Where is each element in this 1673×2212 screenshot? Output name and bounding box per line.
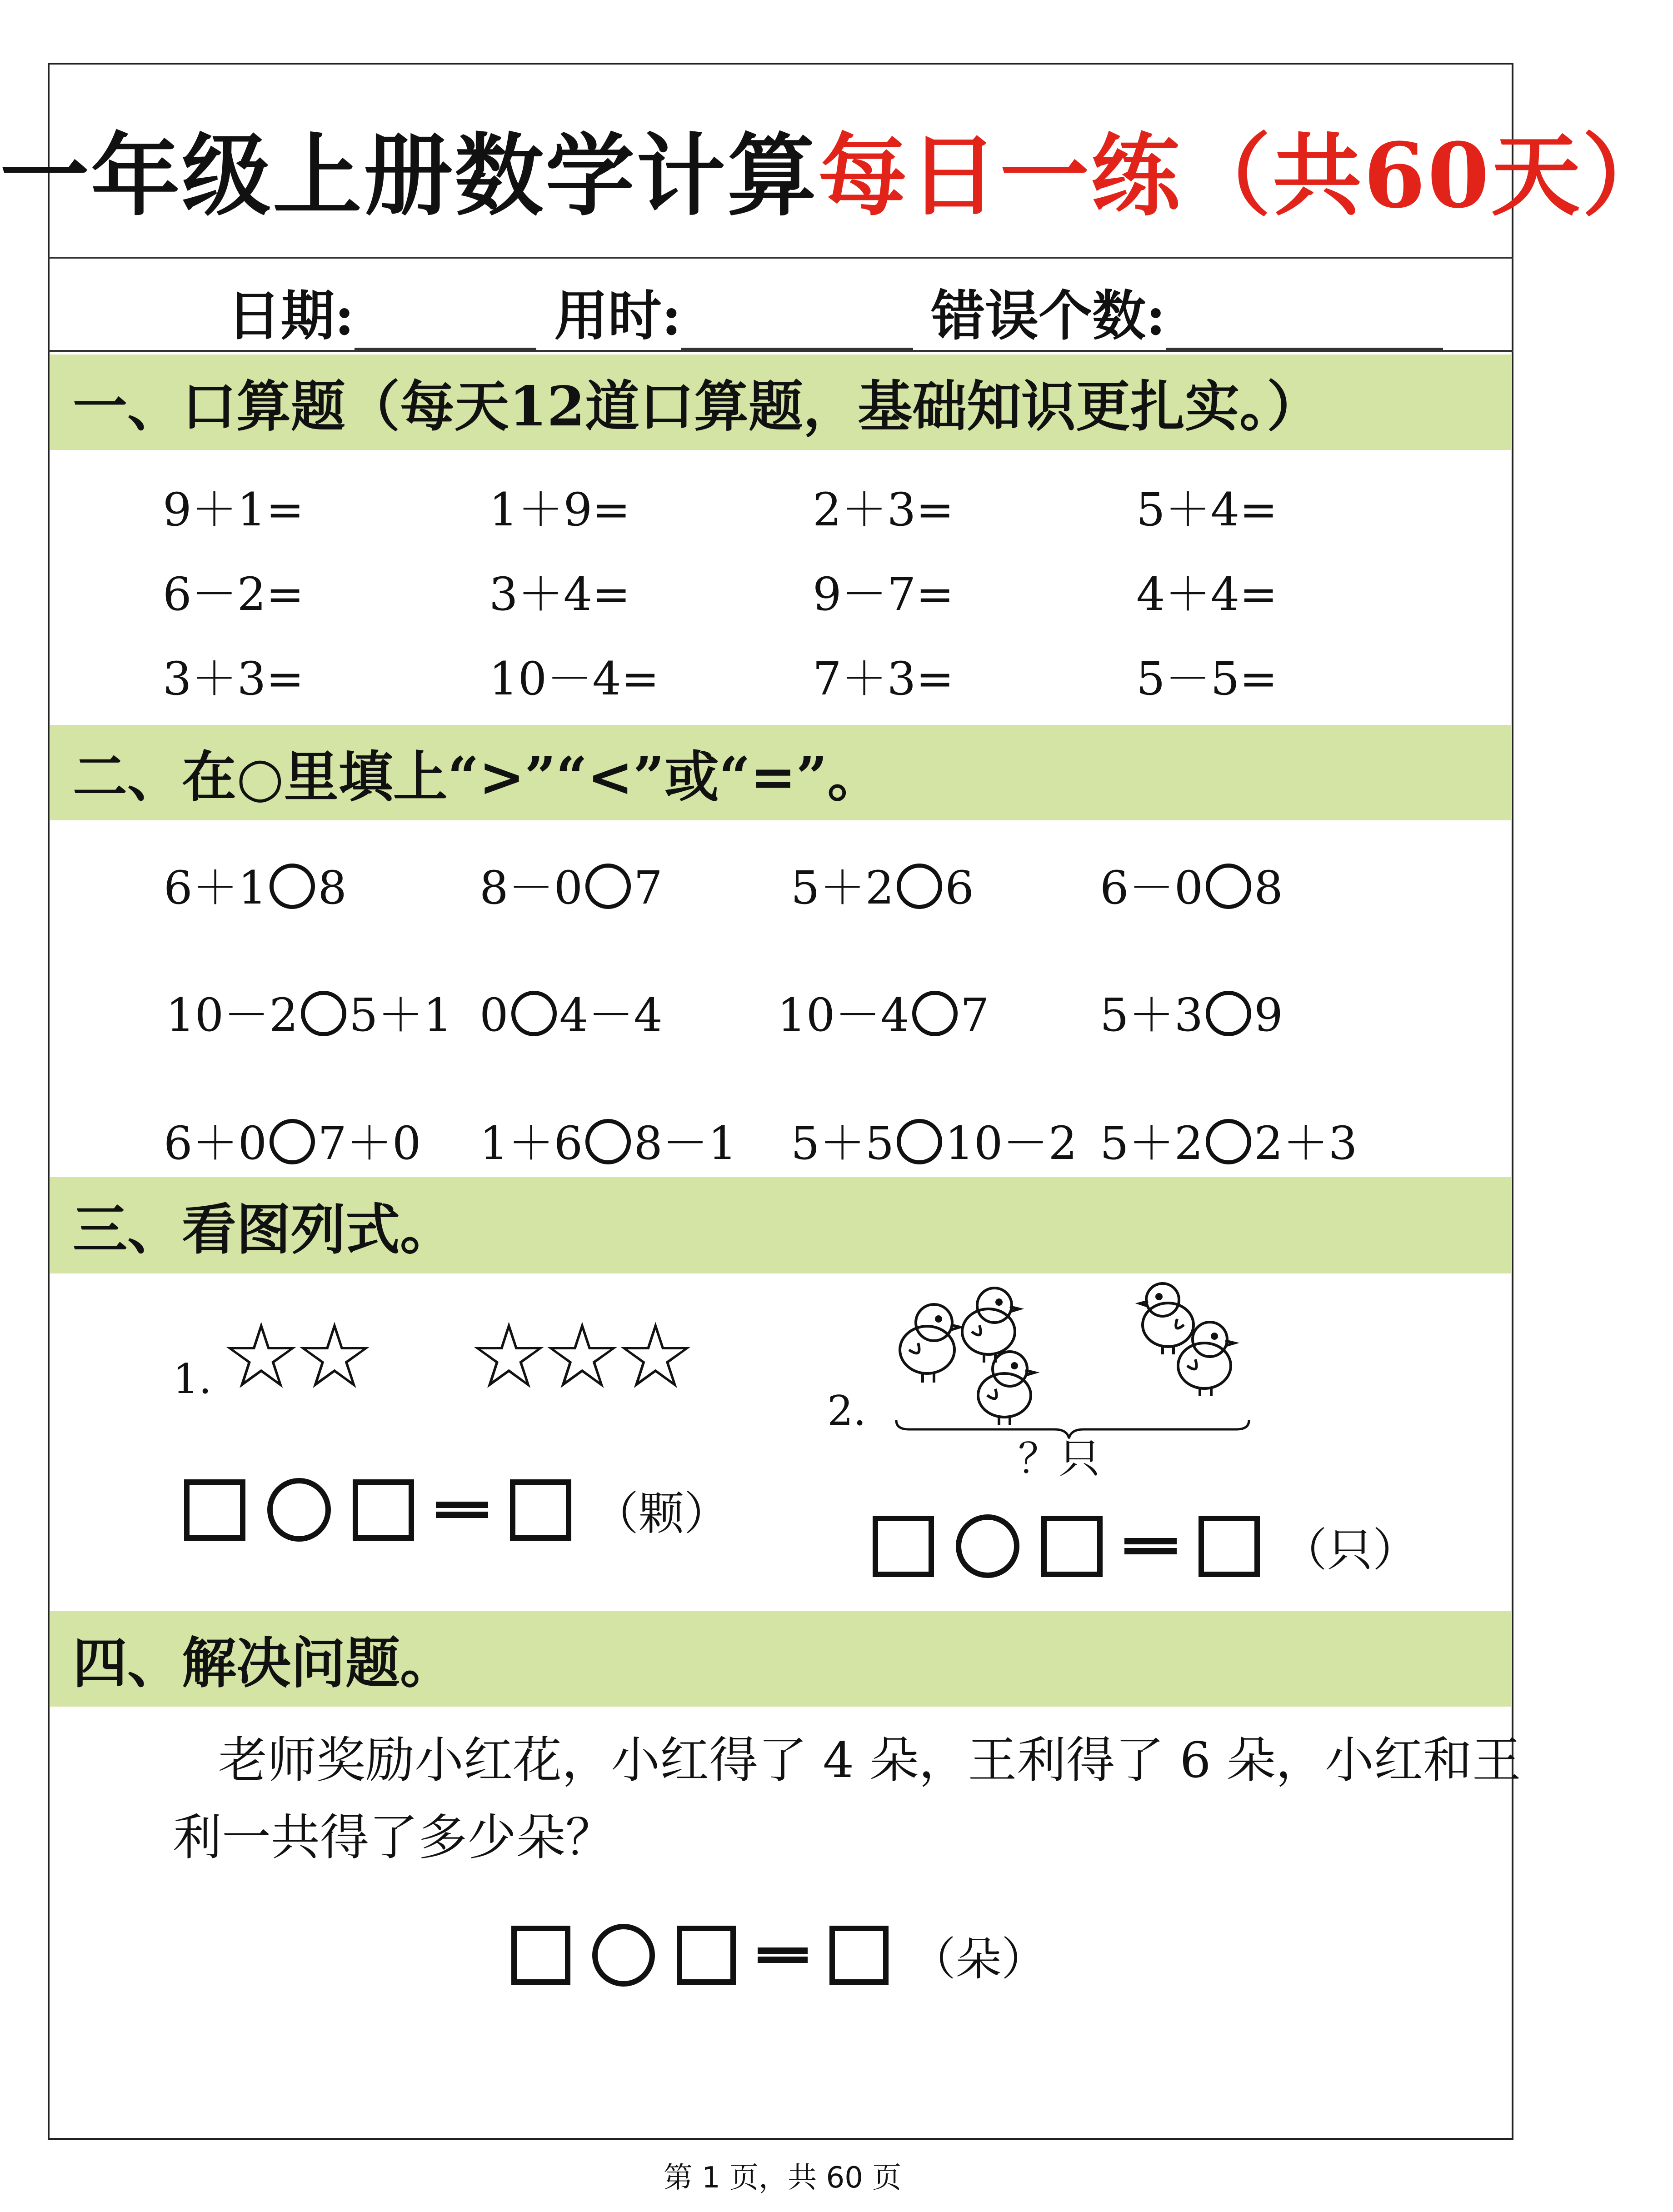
oral-problem: 3＋3= [163,652,305,705]
operator-circle[interactable] [267,1478,331,1542]
compare-item: 0 4－4 [479,989,663,1042]
section3-header [50,1177,1511,1273]
chick-icon [1178,1322,1234,1396]
answer-box[interactable] [1199,1516,1260,1577]
section3-heading: 三、看图列式。 [73,1198,454,1262]
compare-item: 10－2 5＋1 [166,989,453,1042]
compare-item: 5＋2 6 [791,861,974,914]
compare-circle[interactable] [270,1119,315,1164]
equals-sign [1124,1528,1177,1564]
answer-box[interactable] [511,1926,570,1985]
page-footer: 第 1 页，共 60 页 [663,2161,902,2195]
section1-heading: 一、口算题（每天12道口算题，基础知识更扎实。） [73,374,1321,439]
q1-number: 1. [173,1355,212,1403]
compare-circle[interactable] [270,864,315,909]
compare-item: 5＋5 10－2 [791,1117,1078,1170]
oral-problem: 7＋3= [813,652,954,705]
q4-formula [511,1922,1047,1988]
compare-circle[interactable] [912,991,958,1036]
section1-header [50,355,1511,450]
compare-circle[interactable] [511,991,557,1036]
answer-box[interactable] [510,1479,571,1541]
errors-label: 错误个数: [931,284,1166,347]
date-label: 日期: [227,284,355,347]
q2-unit: （只） [1282,1523,1418,1577]
chick-icon [978,1352,1034,1425]
compare-item: 5＋2 2＋3 [1100,1117,1358,1170]
errors-blank[interactable] [1166,298,1443,350]
answer-box[interactable] [184,1479,245,1541]
section2-heading: 二、在○里填上“>”“<”或“=”。 [73,745,882,809]
q1-stars-group1: ☆☆ [220,1303,367,1409]
compare-circle[interactable] [585,864,631,909]
oral-problem: 9－7= [813,568,954,621]
page-title: 一年级上册数学计算每日一练（共60天） [0,124,1673,228]
oral-problem: 10－4= [489,652,659,705]
compare-circle[interactable] [897,864,942,909]
section2-header [50,725,1511,820]
compare-item: 6＋0 7＋0 [164,1117,421,1170]
q2-number: 2. [827,1387,866,1435]
oral-problem: 6－2= [163,568,305,621]
answer-box[interactable] [873,1516,934,1577]
chicks-illustration [891,1282,1254,1436]
q4-unit: （朵） [910,1932,1047,1986]
time-label: 用时: [554,284,682,347]
compare-item: 1＋6 8－1 [479,1117,737,1170]
q1-formula [184,1477,729,1543]
oral-problem: 4＋4= [1136,568,1278,621]
answer-box[interactable] [829,1926,889,1985]
compare-item: 6－0 8 [1100,861,1283,914]
compare-circle[interactable] [1206,1119,1251,1164]
equals-sign [436,1492,488,1528]
problem-text-line2: 利一共得了多少朵？ [173,1809,615,1866]
problem-text-line1: 老师奖励小红花，小红得了 4 朵，王利得了 6 朵，小红和王 [218,1732,1521,1789]
chick-icon [1140,1283,1194,1354]
time-blank[interactable] [681,298,913,350]
q1-unit: （颗） [593,1487,729,1540]
answer-box[interactable] [1041,1516,1103,1577]
oral-problem: 2＋3= [813,483,954,536]
answer-box[interactable] [353,1479,414,1541]
equals-sign [758,1937,808,1973]
info-row [227,273,1461,350]
oral-problem: 9＋1= [163,483,305,536]
compare-item: 6＋1 8 [164,861,347,914]
answer-box[interactable] [677,1926,736,1985]
compare-circle[interactable] [897,1119,942,1164]
oral-problem: 5＋4= [1136,483,1278,536]
compare-circle[interactable] [301,991,346,1036]
q2-brace-label: ？只 [1018,1435,1100,1483]
section4-heading: 四、解决问题。 [73,1631,454,1695]
chick-icon [900,1304,960,1383]
oral-problem: 5－5= [1136,652,1278,705]
q2-formula [873,1513,1418,1579]
oral-problem: 1＋9= [489,483,631,536]
compare-circle[interactable] [1206,864,1251,909]
operator-circle[interactable] [592,1924,655,1987]
section4-header [50,1611,1511,1707]
compare-item: 10－4 7 [777,989,989,1042]
compare-circle[interactable] [585,1119,631,1164]
operator-circle[interactable] [956,1514,1019,1578]
compare-item: 8－0 7 [479,861,663,914]
q1-stars-group2: ☆☆☆ [468,1303,688,1409]
compare-circle[interactable] [1206,991,1251,1036]
title-divider [48,257,1513,259]
date-blank[interactable] [355,298,536,350]
info-divider [48,350,1513,352]
compare-item: 5＋3 9 [1100,989,1283,1042]
oral-problem: 3＋4= [489,568,631,621]
